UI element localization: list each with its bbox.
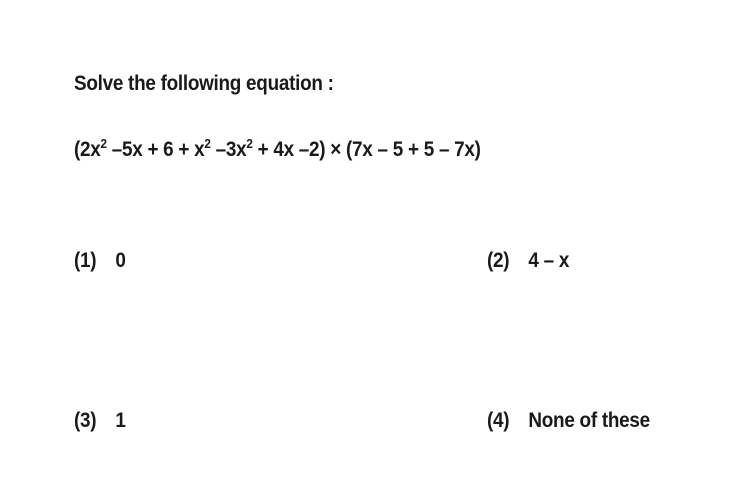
question-prompt: Solve the following equation : xyxy=(74,72,334,95)
option-number: (3) xyxy=(74,409,97,432)
equation-segment: –5x + 6 + x xyxy=(106,138,205,161)
equation-segment: (2x xyxy=(74,138,101,161)
option-4[interactable] xyxy=(487,409,650,433)
equation-segment: + 4x –2) × (7x – 5 + 5 – 7x) xyxy=(252,138,481,161)
option-text: 4 – x xyxy=(528,249,570,272)
option-text: None of these xyxy=(528,409,650,432)
option-text: 1 xyxy=(115,409,126,432)
option-number: (1) xyxy=(74,249,97,272)
equation-exponent: 2 xyxy=(100,136,107,151)
option-3[interactable] xyxy=(74,409,126,433)
equation-exponent: 2 xyxy=(204,136,211,151)
option-2[interactable] xyxy=(487,249,569,273)
equation-exponent: 2 xyxy=(246,136,253,151)
option-number: (2) xyxy=(487,249,510,272)
option-1[interactable] xyxy=(74,249,126,273)
option-text: 0 xyxy=(115,249,126,272)
equation-segment: –3x xyxy=(210,138,247,161)
equation xyxy=(74,138,481,162)
option-number: (4) xyxy=(487,409,510,432)
